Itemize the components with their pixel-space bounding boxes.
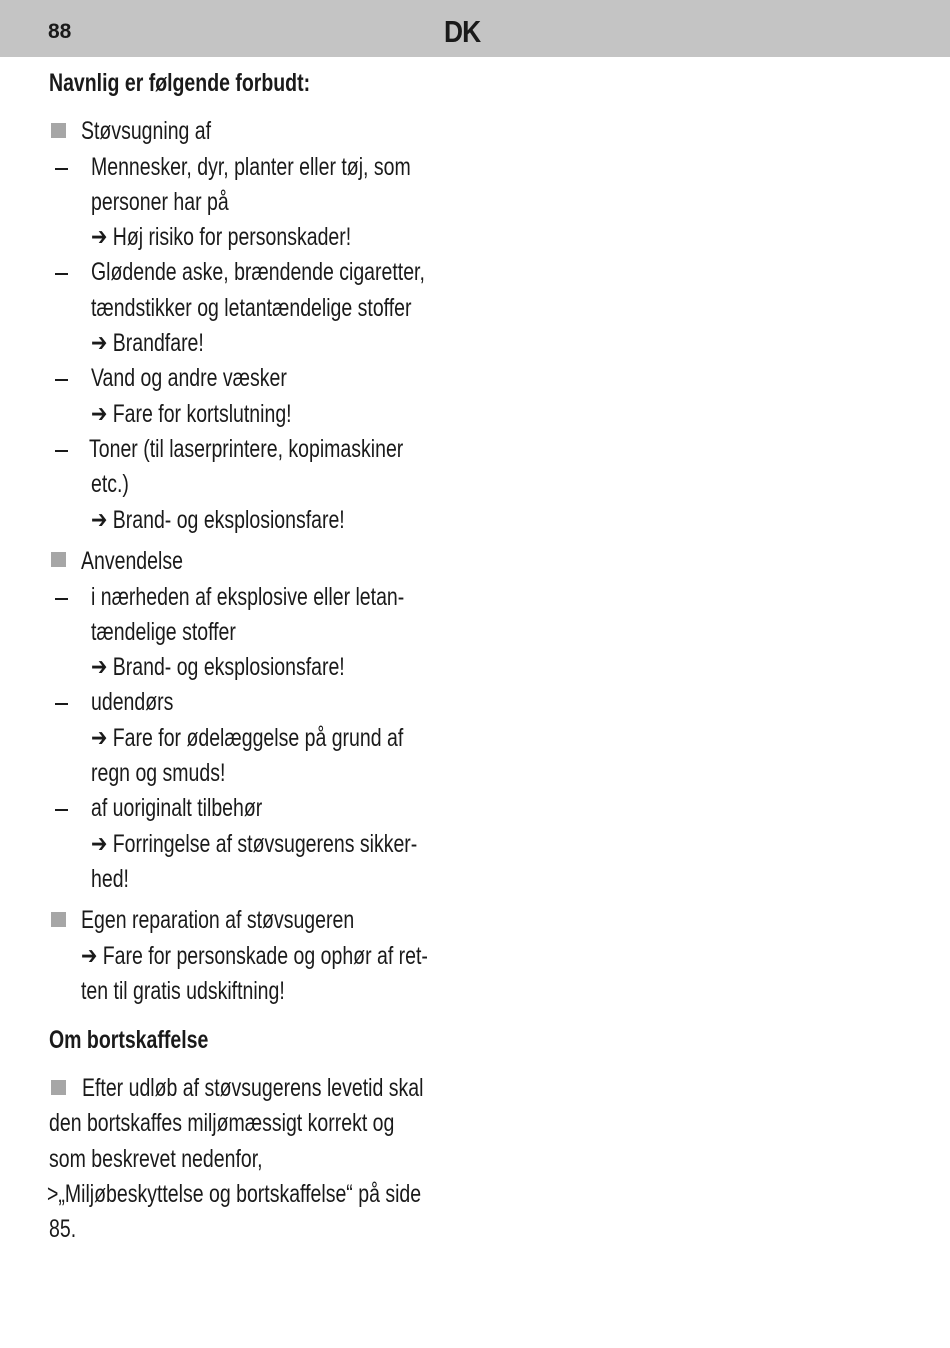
consequence-line: ➔ Fare for kortslutning! xyxy=(91,400,292,428)
consequence-line-cont: regn og smuds! xyxy=(91,759,226,787)
paragraph-line: 85. xyxy=(49,1215,77,1243)
square-bullet-icon xyxy=(51,912,66,927)
list-item: personer har på xyxy=(91,188,229,216)
dash-bullet-icon xyxy=(55,703,68,705)
paragraph-line: som beskrevet nedenfor, xyxy=(49,1145,263,1173)
right-arrow-icon: ➔ xyxy=(91,724,108,752)
right-arrow-icon: ➔ xyxy=(91,653,108,681)
list-item: i nærheden af eksplosive eller letan- xyxy=(91,583,405,611)
right-arrow-icon: ➔ xyxy=(91,506,108,534)
group-title: Egen reparation af støvsugeren xyxy=(81,906,355,934)
consequence-line-cont: ten til gratis udskiftning! xyxy=(81,977,285,1005)
consequence-line: ➔ Brand- og eksplosionsfare! xyxy=(91,506,345,534)
list-item: Glødende aske, brændende cigaretter, xyxy=(91,258,425,286)
dash-bullet-icon xyxy=(55,809,68,811)
dash-bullet-icon xyxy=(55,168,68,170)
square-bullet-icon xyxy=(51,123,66,138)
dash-bullet-icon xyxy=(55,598,68,600)
list-item: tændstikker og letantændelige stoffer xyxy=(91,294,412,322)
list-item: Mennesker, dyr, planter eller tøj, som xyxy=(91,153,411,181)
section-heading: Om bortskaffelse xyxy=(49,1026,209,1054)
consequence-line: ➔ Fare for ødelæggelse på grund af xyxy=(91,724,404,752)
consequence-line: ➔ Brandfare! xyxy=(91,329,204,357)
consequence-line: ➔ Forringelse af støvsugerens sikker- xyxy=(91,830,418,858)
list-item: tændelige stoffer xyxy=(91,618,236,646)
list-item: Toner (til laserprintere, kopimaskiner xyxy=(89,435,404,463)
square-bullet-icon xyxy=(51,552,66,567)
group-title: Støvsugning af xyxy=(81,117,212,145)
dash-bullet-icon xyxy=(55,450,68,452)
consequence-line: ➔ Høj risiko for personskader! xyxy=(91,223,352,251)
right-arrow-icon: ➔ xyxy=(91,400,108,428)
page-number: 88 xyxy=(48,20,72,43)
list-item: etc.) xyxy=(91,470,129,498)
right-arrow-icon: ➔ xyxy=(91,830,108,858)
section-heading: Navnlig er følgende forbudt: xyxy=(49,69,311,97)
right-arrow-icon: ➔ xyxy=(81,942,98,970)
paragraph-line: den bortskaffes miljømæssigt korrekt og xyxy=(49,1109,395,1137)
square-bullet-icon xyxy=(51,1080,66,1095)
cross-reference-link[interactable]: >„Miljøbeskyttelse og bortskaffelse“ på side xyxy=(47,1180,422,1208)
right-arrow-icon: ➔ xyxy=(91,329,108,357)
dash-bullet-icon xyxy=(55,273,68,275)
language-code: DK xyxy=(444,14,481,49)
consequence-line: ➔ Fare for personskade og ophør af ret- xyxy=(81,942,428,970)
right-arrow-icon: ➔ xyxy=(91,223,108,251)
list-item: udendørs xyxy=(91,688,174,716)
consequence-line: ➔ Brand- og eksplosionsfare! xyxy=(91,653,345,681)
list-item: Vand og andre væsker xyxy=(91,364,287,392)
paragraph-line: Efter udløb af støvsugerens levetid skal xyxy=(82,1074,424,1102)
list-item: af uoriginalt tilbehør xyxy=(91,794,263,822)
consequence-line-cont: hed! xyxy=(91,865,129,893)
dash-bullet-icon xyxy=(55,379,68,381)
group-title: Anvendelse xyxy=(81,547,183,575)
